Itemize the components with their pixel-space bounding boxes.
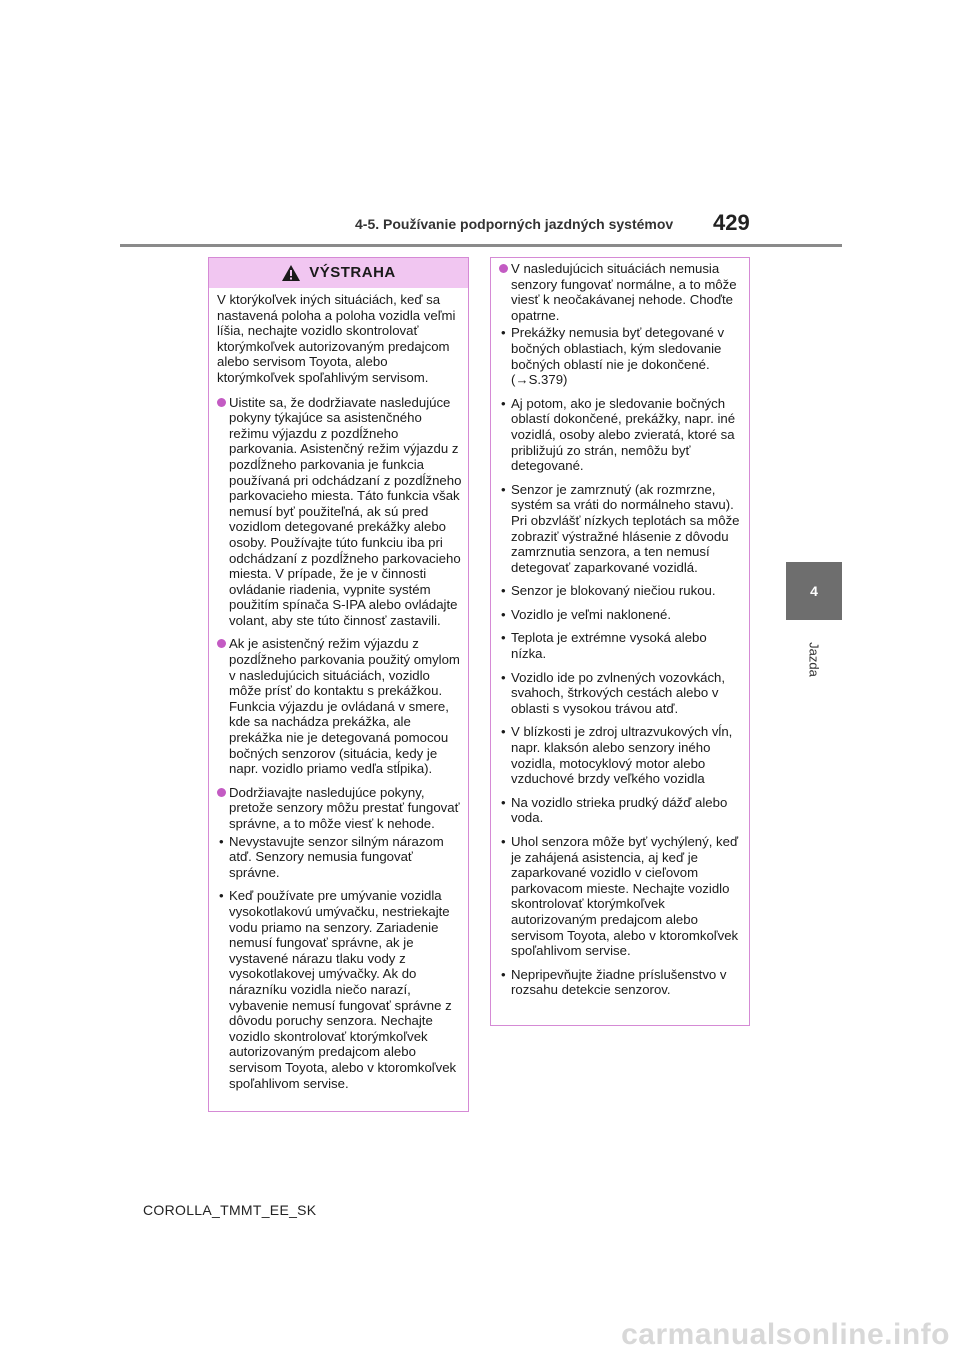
sub-list-item-text: Keď používate pre umývanie vozidla vysokotlakovú umývačku, nestriekajte vodu priamo na senzory. Zariadenie nemusí fungovať správne, ak je vystavené nárazu tlaku vody z vysokotlakovej umývačky. Ak do nárazníku vozidla niečo narazí, vybavenie nemusí fungovať správne z dôvodu poruchy senzora. Nechajte vozidlo skontrolovať ktorýmkoľvek autorizovaným predajcom alebo servisom Toyota, alebo v ktoromkoľvek spoľahlivom servise. bbox=[229, 888, 457, 1091]
sub-list-item-text: Vozidlo je veľmi naklonené. bbox=[511, 606, 671, 622]
sub-bullet-icon: • bbox=[501, 724, 506, 740]
list-item-text: Uistite sa, že dodržiavate nasledujúce pokyny týkajúce sa asistenčného režimu výjazdu z pozdĺžneho parkovania. Asistenčný režim výjazdu z pozdĺžneho parkovania je funkcia používaná pri odchádzaní z pozdĺžneho parkovacieho miesta. Táto funkcia však nemusí byť použiteľná, ak sú pred vozidlom detegované prekážky alebo osoby. Používajte túto funkciu iba pri odchádzaní z pozdĺžneho parkovacieho miesta. V prípade, že je v činnosti ovládanie riadenia, vypnite systém použitím spínača S-IPA alebo ovládajte volant, aby ste túto činnosť zastavili. bbox=[229, 394, 462, 628]
list-item bbox=[499, 261, 743, 323]
list-item bbox=[217, 785, 462, 832]
chapter-label: Jazda bbox=[806, 642, 822, 677]
sub-list-item-text: Nevystavujte senzor silným nárazom atď. Senzory nemusia fungovať správne. bbox=[229, 833, 444, 880]
sub-bullet-icon: • bbox=[501, 794, 506, 810]
chapter-tab[interactable] bbox=[786, 562, 842, 620]
sub-list-item-text: Senzor je zamrznutý (ak rozmrzne, systém sa vráti do normálneho stavu). Pri obzvlášť nízkych teplotách sa môže zobraziť výstražné hlásenie z dôvodu zamrznutia senzora, a ten nemusí detegovať zaparkované vozidlá. bbox=[511, 481, 740, 575]
list-item-text: Dodržiavajte nasledujúce pokyny, pretože senzory môžu prestať fungovať správne, a to môže viesť k nehode. bbox=[229, 784, 460, 831]
bullet-dot-icon bbox=[217, 639, 226, 648]
sub-list-item-text: V blízkosti je zdroj ultrazvukových vĺn, napr. klaksón alebo senzory iného vozidla, motocyklový motor alebo vzduchové brzdy veľkého vozidla bbox=[511, 724, 733, 787]
sub-list-item bbox=[499, 396, 743, 474]
warning-content bbox=[209, 288, 468, 1103]
sub-list-item-text: Nepripevňujte žiadne príslušenstvo v rozsahu detekcie senzorov. bbox=[511, 966, 727, 998]
footer-model-code: COROLLA_TMMT_EE_SK bbox=[143, 1202, 317, 1218]
sub-bullet-icon: • bbox=[501, 481, 506, 497]
sub-list-item bbox=[499, 630, 743, 661]
sub-bullet-icon: • bbox=[501, 966, 506, 982]
sub-list-item bbox=[217, 888, 462, 1091]
bullet-dot-icon bbox=[499, 264, 508, 273]
sub-list-item bbox=[499, 967, 743, 998]
header-rule bbox=[120, 244, 842, 247]
bullet-dot-icon bbox=[217, 398, 226, 407]
sub-list-item bbox=[499, 607, 743, 623]
sub-bullet-icon: • bbox=[219, 833, 224, 849]
sub-list-item-text: Teplota je extrémne vysoká alebo nízka. bbox=[511, 630, 707, 662]
sub-bullet-icon: • bbox=[501, 325, 506, 341]
sub-list-item-text: Senzor je blokovaný niečiou rukou. bbox=[511, 583, 716, 599]
sub-list-item bbox=[499, 482, 743, 576]
warning-triangle-icon bbox=[281, 264, 301, 282]
sub-list-item bbox=[499, 325, 743, 387]
sub-bullet-icon: • bbox=[501, 630, 506, 646]
warning-box bbox=[208, 257, 469, 1112]
sub-bullet-icon: • bbox=[501, 606, 506, 622]
warning-intro: V ktorýkoľvek iných situáciách, keď sa nastavená poloha a poloha vozidla veľmi líšia, nechajte vozidlo skontrolovať ktorýmkoľvek autorizovaným predajcom alebo servisom Toyota, alebo ktorýmkoľvek spoľahlivým servisom. bbox=[217, 292, 456, 385]
list-item bbox=[217, 636, 462, 776]
warning-title: VÝSTRAHA bbox=[309, 264, 396, 282]
sub-list-item bbox=[499, 795, 743, 826]
continuation-content bbox=[491, 258, 749, 1010]
list-item-text: V nasledujúcich situáciách nemusia senzory fungovať normálne, a to môže viesť k neočakávanej nehode. Choďte opatrne. bbox=[511, 261, 737, 323]
sub-list-item bbox=[499, 834, 743, 959]
sub-bullet-icon: • bbox=[501, 583, 506, 599]
sub-list-item-text: Prekážky nemusia byť detegované v bočných oblastiach, kým sledovanie bočných oblastí nie je dokončené. (→S.379) bbox=[511, 325, 725, 388]
warning-continuation-box bbox=[490, 257, 750, 1026]
sub-list-item bbox=[499, 670, 743, 717]
bullet-dot-icon bbox=[217, 788, 226, 797]
sub-list-item-text: Na vozidlo strieka prudký dážď alebo voda. bbox=[511, 794, 728, 826]
sub-bullet-icon: • bbox=[219, 888, 224, 904]
warning-header bbox=[209, 258, 468, 288]
sub-list-item bbox=[499, 583, 743, 599]
sub-list-item-text: Uhol senzora môže byť vychýlený, keď je zahájená asistencia, aj keď je zaparkované vozidlo v cieľovom parkovacom mieste. Nechajte vozidlo skontrolovať ktorýmkoľvek autorizovaným predajcom alebo servisom Toyota, alebo v ktoromkoľvek spoľahlivom servise. bbox=[511, 834, 739, 959]
watermark: carmanualsonline.info bbox=[621, 1318, 950, 1351]
sub-list-item bbox=[499, 724, 743, 786]
list-item-text: Ak je asistenčný režim výjazdu z pozdĺžneho parkovania použitý omylom v nasledujúcich situáciách, vozidlo môže prísť do kontaktu s prekážkou. Funkcia výjazdu je ovládaná v smere, kde sa nachádza prekážka, ale prekážka nie je detegovaná pomocou bočných senzorov (situácia, kedy je napr. vozidlo priamo vedľa stĺpika). bbox=[229, 636, 460, 777]
section-title: 4-5. Používanie podporných jazdných systémov bbox=[355, 216, 674, 232]
page-number: 429 bbox=[713, 210, 750, 235]
chapter-number: 4 bbox=[810, 583, 818, 599]
sub-bullet-icon: • bbox=[501, 395, 506, 411]
sub-list-item-text: Vozidlo ide po zvlnených vozovkách, svahoch, štrkových cestách alebo v oblasti s vysokou trávou atď. bbox=[511, 669, 726, 716]
sub-bullet-icon: • bbox=[501, 834, 506, 849]
list-item bbox=[217, 395, 462, 629]
sub-list-item bbox=[217, 834, 462, 881]
sub-list-item-text: Aj potom, ako je sledovanie bočných oblastí dokončené, prekážky, napr. iné vozidlá, osoby alebo zvieratá, ktoré sa približujú zo strán, nemôžu byť detegované. bbox=[511, 395, 736, 474]
sub-bullet-icon: • bbox=[501, 669, 506, 685]
